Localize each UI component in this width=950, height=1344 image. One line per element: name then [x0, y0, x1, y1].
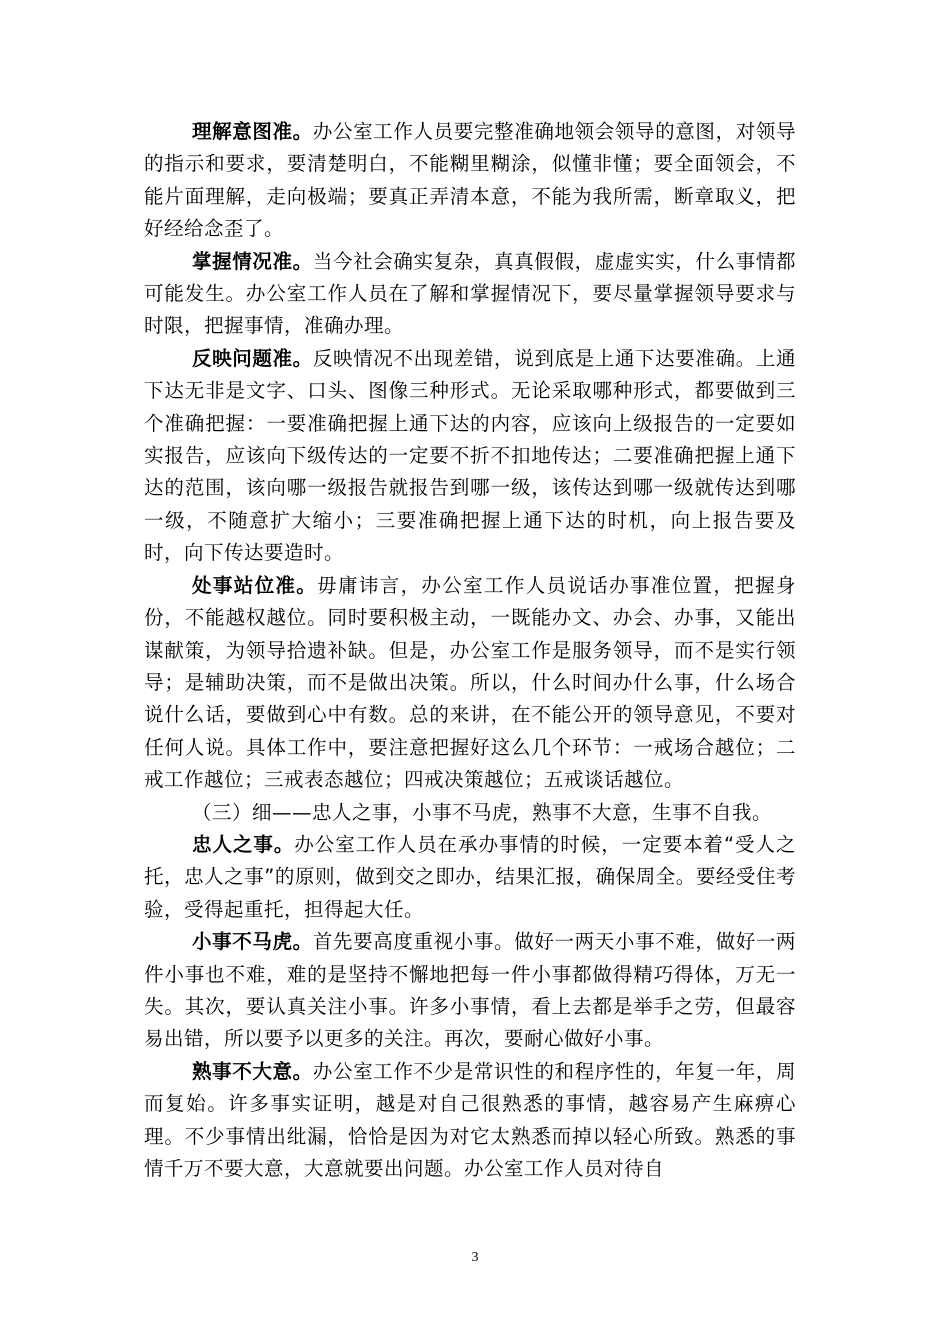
- paragraph-section-three: [144, 797, 796, 829]
- paragraph-report-issues: [144, 343, 796, 570]
- paragraph-text: 当今社会确实复杂，真真假假，虚虚实实，什么事情都可能发生。办公室工作人员在了解和掌握情况下，要尽量掌握领导要求与时限，把握事情，准确办理。: [144, 249, 796, 338]
- paragraph-heading: 理解意图准。: [192, 120, 313, 143]
- paragraph-text: 办公室工作人员要完整准确地领会领导的意图，对领导的指示和要求，要清楚明白，不能糊里糊涂，似懂非懂；要全面领会，不能片面理解，走向极端；要真正弄清本意，不能为我所需，断章取义，把好经给念歪了。: [144, 120, 796, 241]
- paragraph-text: 反映情况不出现差错，说到底是上通下达要准确。上通下达无非是文字、口头、图像三种形式。无论采取哪种形式，都要做到三个准确把握：一要准确把握上通下达的内容，应该向上级报告的一定要如实报告，应该向下级传达的一定要不折不扣地传达；二要准确把握上通下达的范围，该向哪一级报告就报告到哪一级，该传达到哪一级就传达到哪一级，不随意扩大缩小；三要准确把握上通下达的时机，向上报告要及时，向下传达要造时。: [144, 346, 796, 565]
- paragraph-text: 办公室工作人员在承办事情的时候，一定要本着“受人之托，忠人之事”的原则，做到交之即办，结果汇报，确保周全。要经受住考验，受得起重托，担得起大任。: [144, 832, 796, 921]
- paragraph-heading: 反映问题准。: [192, 346, 313, 370]
- body-text: [144, 116, 796, 1185]
- paragraph-text: 首先要高度重视小事。做好一两天小事不难，做好一两件小事也不难，难的是坚持不懈地把每一件小事都做得精巧得体，万无一失。其次，要认真关注小事。许多小事情，看上去都是举手之劳，但最容易出错，所以要予以更多的关注。再次，要耐心做好小事。: [144, 930, 796, 1051]
- paragraph-heading: 掌握情况准。: [192, 249, 313, 273]
- paragraph-heading: 忠人之事。: [192, 832, 295, 856]
- paragraph-position: [144, 570, 796, 797]
- paragraph-heading: 熟事不大意。: [192, 1059, 313, 1083]
- paragraph-understand-intent: [144, 116, 796, 246]
- section-heading: （三）细——忠人之事，小事不马虎，熟事不大意，生事不自我。: [192, 800, 773, 824]
- paragraph-familiar-matters: [144, 1056, 796, 1186]
- paragraph-loyal-duty: [144, 829, 796, 926]
- paragraph-heading: 处事站位准。: [192, 573, 318, 597]
- paragraph-text: 办公室工作不少是常识性的和程序性的，年复一年，周而复始。许多事实证明，越是对自己很熟悉的事情，越容易产生麻痹心理。不少事情出纰漏，恰恰是因为对它太熟悉而掉以轻心所致。熟悉的事情千万不要大意，大意就要出问题。办公室工作人员对待自: [144, 1059, 796, 1180]
- paragraph-heading: 小事不马虎。: [192, 930, 313, 954]
- page-number: 3: [471, 1250, 479, 1265]
- paragraph-text: 毋庸讳言，办公室工作人员说话办事准位置，把握身份，不能越权越位。同时要积极主动，一既能办文、办会、办事，又能出谋献策，为领导拾遗补缺。但是，办公室工作是服务领导，而不是实行领导；是辅助决策，而不是做出决策。所以，什么时间办什么事，什么场合说什么话，要做到心中有数。总的来讲，在不能公开的领导意见，不要对任何人说。具体工作中，要注意把握好这么几个环节：一戒场合越位；二戒工作越位；三戒表态越位；四戒决策越位；五戒谈话越位。: [144, 573, 796, 792]
- paragraph-small-matters: [144, 926, 796, 1056]
- paragraph-grasp-situation: [144, 246, 796, 343]
